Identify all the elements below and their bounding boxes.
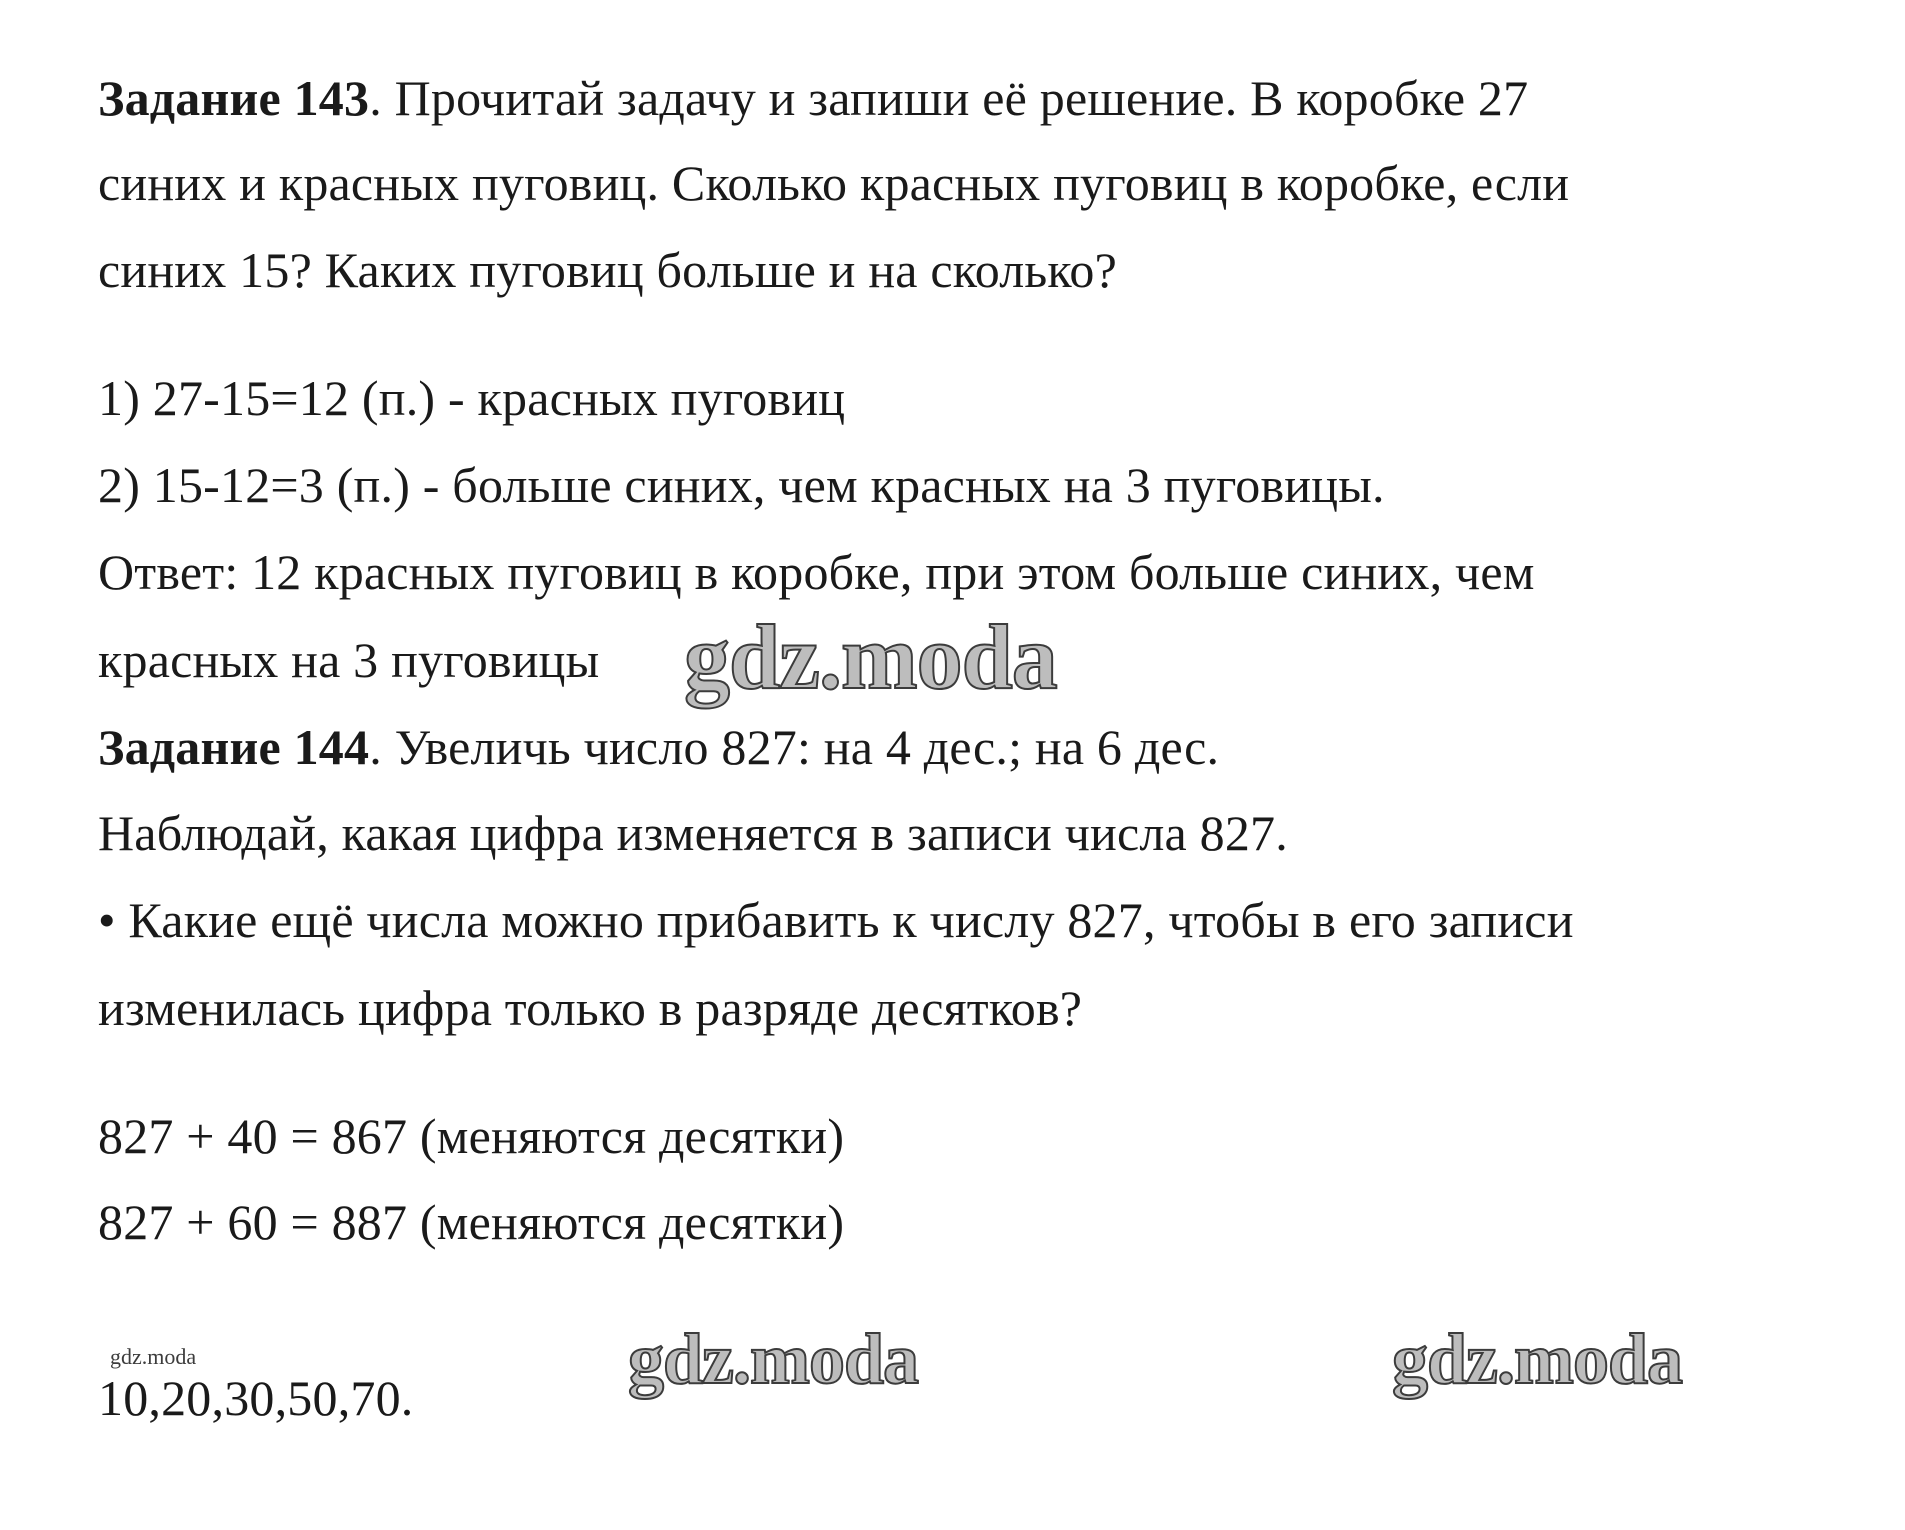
task-144-line-2: Наблюдай, какая цифра изменяется в записи числа 827. (98, 805, 1288, 861)
task-143-answer-line-2: красных на 3 пуговицы (98, 632, 600, 688)
watermark-logo-bottom-right: gdz.moda (1392, 1319, 1683, 1399)
task-143-line-3: синих 15? Каких пуговиц больше и на сколько? (98, 242, 1117, 298)
task-144-solution-1: 827 + 40 = 867 (меняются десятки) (98, 1108, 845, 1164)
task-143-line-1 (98, 68, 1528, 128)
task-144-title: Задание 144 (98, 719, 370, 775)
task-144-solution-2: 827 + 60 = 887 (меняются десятки) (98, 1194, 845, 1250)
task-144-answer: 10,20,30,50,70. (98, 1370, 414, 1426)
watermark-logo-bottom-left: gdz.moda (628, 1319, 919, 1399)
watermark-small: gdz.moda (110, 1344, 197, 1369)
task-143-line-2: синих и красных пуговиц. Сколько красных пуговиц в коробке, если (98, 155, 1570, 211)
task-143-text-1: . Прочитай задачу и запиши её решение. В коробке 27 (369, 70, 1529, 126)
watermark-logo: gdz.moda (684, 606, 1057, 708)
task-143-title: Задание 143 (98, 70, 370, 126)
task-143-solution-step-1: 1) 27-15=12 (п.) - красных пуговиц (98, 370, 846, 426)
task-143-solution-step-2: 2) 15-12=3 (п.) - больше синих, чем красных на 3 пуговицы. (98, 457, 1385, 513)
task-144-line-4: изменилась цифра только в разряде десятков? (98, 980, 1083, 1036)
task-144-line-1 (98, 717, 1219, 777)
task-144-line-3: • Какие ещё числа можно прибавить к числу 827, чтобы в его записи (98, 892, 1574, 948)
task-143-answer-line-1: Ответ: 12 красных пуговиц в коробке, при этом больше синих, чем (98, 544, 1535, 600)
task-144-text-1: . Увеличь число 827: на 4 дес.; на 6 дес. (369, 719, 1220, 775)
